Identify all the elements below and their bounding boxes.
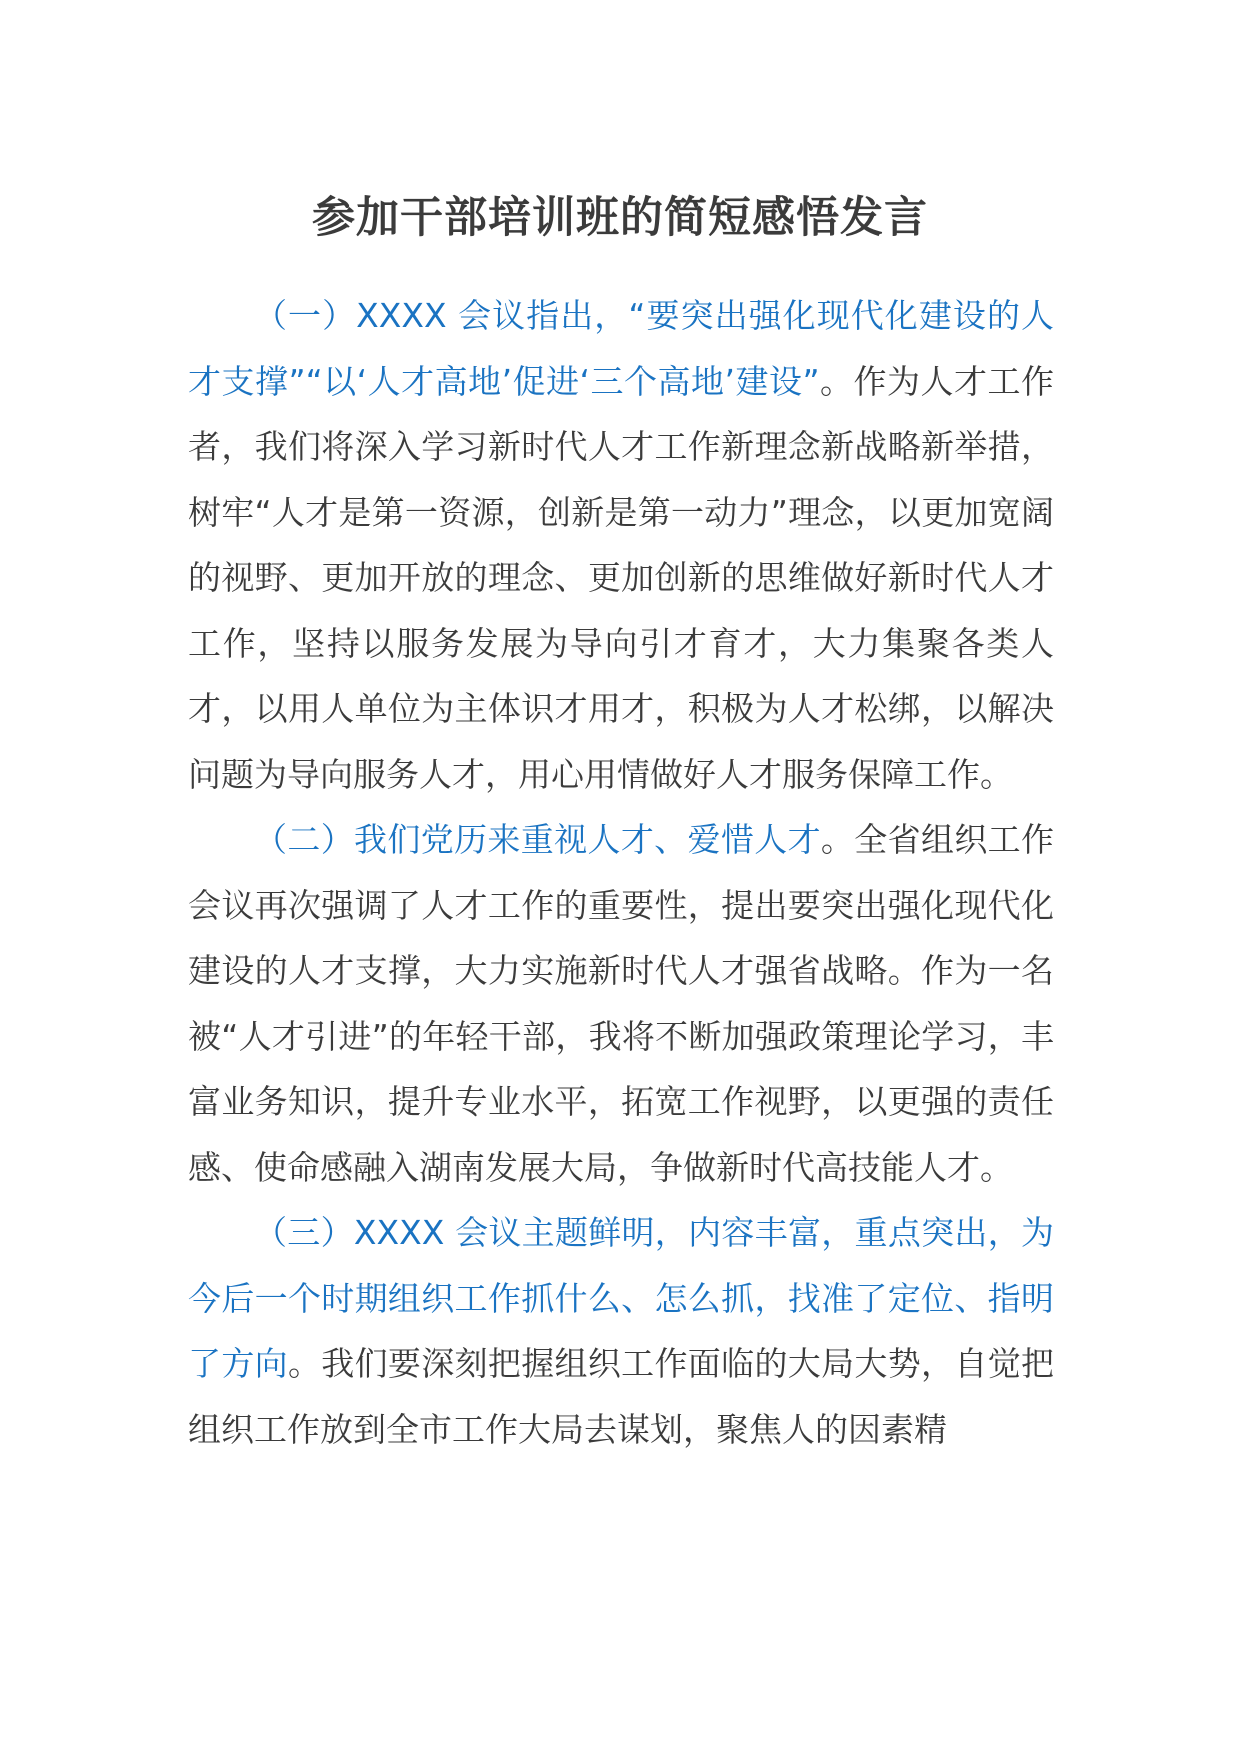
- paragraph-1-highlight: （一）XXXX 会议指出，“要突出强化现代化建设的人才支撑”“以‘人才高地’促进‘三个高地’建设”: [188, 296, 1054, 401]
- paragraph-2-highlight: （二）我们党历来重视人才、爱惜人才: [254, 820, 821, 859]
- paragraph-2: [188, 807, 1054, 1200]
- paragraph-3-text: 。我们要深刻把握组织工作面临的大局大势，自觉把组织工作放到全市工作大局去谋划，聚焦人的因素精: [188, 1344, 1055, 1449]
- document-title: 参加干部培训班的简短感悟发言: [312, 193, 928, 243]
- document-body: [188, 283, 1054, 1462]
- paragraph-2-text: 。全省组织工作会议再次强调了人才工作的重要性，提出要突出强化现代化建设的人才支撑，大力实施新时代人才强省战略。作为一名被“人才引进”的年轻干部，我将不断加强政策理论学习，丰富业务知识，提升专业水平，拓宽工作视野，以更强的责任感、使命感融入湖南发展大局，争做新时代高技能人才。: [188, 820, 1055, 1187]
- paragraph-1-text: 。作为人才工作者，我们将深入学习新时代人才工作新理念新战略新举措，树牢“人才是第一资源，创新是第一动力”理念，以更加宽阔的视野、更加开放的理念、更加创新的思维做好新时代人才工作，坚持以服务发展为导向引才育才，大力集聚各类人才，以用人单位为主体识才用才，积极为人才松绑，以解决问题为导向服务人才，用心用情做好人才服务保障工作。: [188, 361, 1055, 794]
- paragraph-3-highlight: （三）XXXX 会议主题鲜明，内容丰富，重点突出，为今后一个时期组织工作抓什么、怎么抓，找准了定位、指明了方向: [188, 1213, 1054, 1383]
- paragraph-3: [188, 1200, 1054, 1462]
- paragraph-1: [188, 283, 1054, 807]
